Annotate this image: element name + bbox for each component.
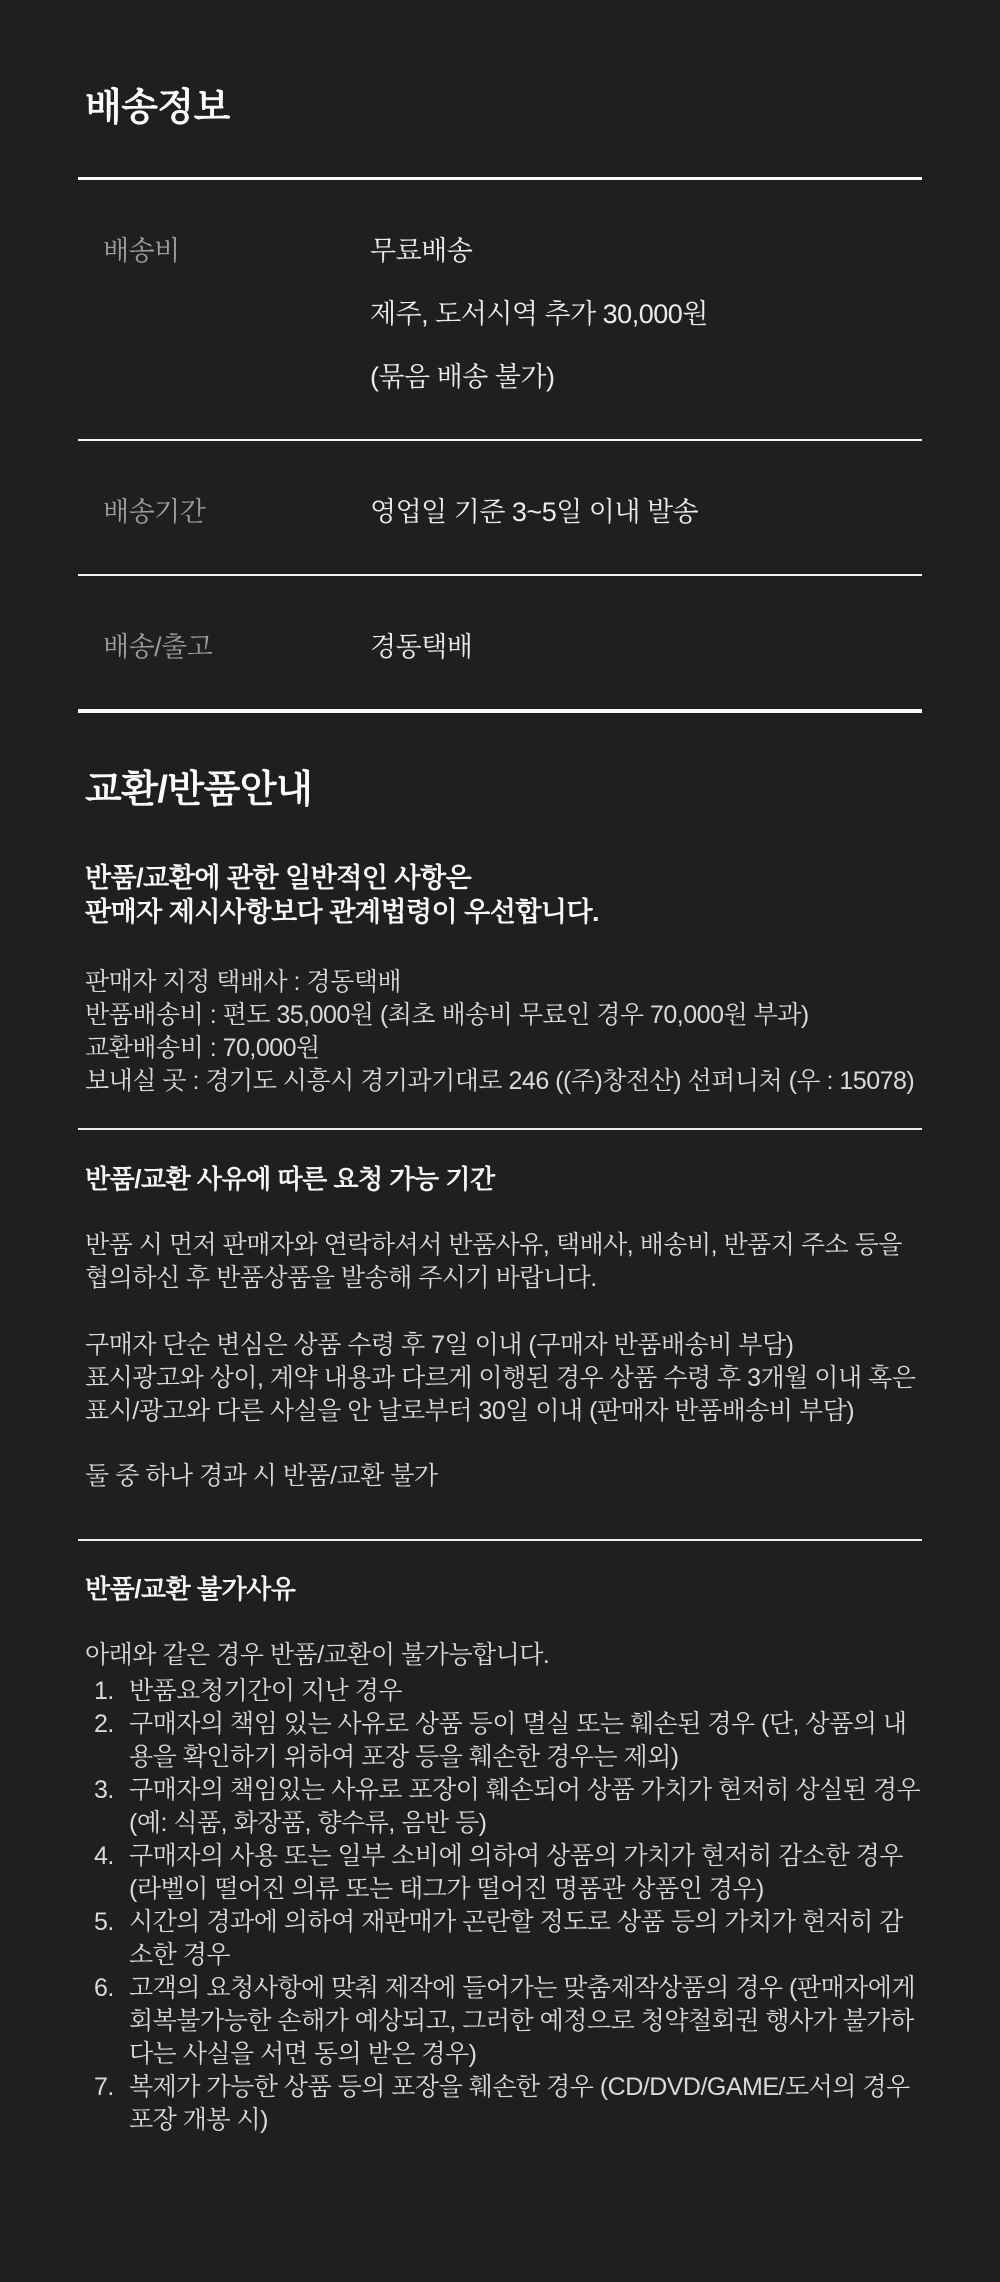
request-period-heading: 반품/교환 사유에 따른 요청 가능 기간 xyxy=(85,1164,495,1194)
not-allowed-list xyxy=(85,1675,922,2137)
divider xyxy=(78,1128,922,1130)
divider xyxy=(78,1539,922,1541)
exchange-return-section xyxy=(78,767,922,2137)
row-value-line: 제주, 도서시역 추가 30,000원 xyxy=(370,299,708,329)
list-item-number: 2. xyxy=(94,1710,114,1738)
table-row-shipping-carrier xyxy=(78,576,922,709)
row-value-line: (묶음 배송 불가) xyxy=(370,362,555,392)
row-value xyxy=(370,616,922,679)
list-item xyxy=(85,1774,922,1840)
request-period-paragraph: 반품 시 먼저 판매자와 연락하셔서 반품사유, 택배사, 배송비, 반품지 주소 등을 협의하신 후 반품상품을 발송해 주시기 바랍니다. xyxy=(85,1231,902,1292)
list-item xyxy=(85,1906,922,1972)
list-item xyxy=(85,1840,922,1906)
table-row-shipping-period xyxy=(78,441,922,574)
list-item-text: 구매자의 사용 또는 일부 소비에 의하여 상품의 가치가 현저히 감소한 경우 (라벨이 떨어진 의류 또는 태그가 떨어진 명품관 상품인 경우) xyxy=(129,1842,903,1903)
list-item-number: 1. xyxy=(94,1677,114,1705)
shipping-info-title: 배송정보 xyxy=(85,87,230,129)
row-label: 배송비 xyxy=(103,236,180,266)
list-item-number: 5. xyxy=(94,1908,114,1936)
list-item xyxy=(85,1675,922,1708)
list-item xyxy=(85,1972,922,2071)
seller-info-line: 교환배송비 : 70,000원 xyxy=(85,1034,320,1062)
request-period-term-line: 구매자 단순 변심은 상품 수령 후 7일 이내 (구매자 반품배송비 부담) xyxy=(85,1331,794,1359)
list-item-number: 4. xyxy=(94,1842,114,1870)
seller-info-line: 반품배송비 : 편도 35,000원 (최초 배송비 무료인 경우 70,000원 부과) xyxy=(85,1001,809,1029)
list-item-text: 구매자의 책임있는 사유로 포장이 훼손되어 상품 가치가 현저히 상실된 경우 (예: 식품, 화장품, 향수류, 음반 등) xyxy=(129,1776,921,1837)
list-item-number: 6. xyxy=(94,1974,114,2002)
seller-info xyxy=(85,966,922,1098)
row-value xyxy=(370,220,922,409)
list-item-number: 3. xyxy=(94,1776,114,1804)
seller-info-line: 보내실 곳 : 경기도 시흥시 경기과기대로 246 ((주)창전산) 선퍼니처 (우 : 15078) xyxy=(85,1067,915,1095)
list-item xyxy=(85,1708,922,1774)
list-item-number: 7. xyxy=(94,2073,114,2101)
row-value xyxy=(370,481,922,544)
list-item-text: 고객의 요청사항에 맞춰 제작에 들어가는 맞춤제작상품의 경우 (판매자에게 회복불가능한 손해가 예상되고, 그러한 예정으로 청약철회권 행사가 불가하다는 사실을 서면 동의 받은 경우) xyxy=(129,1974,916,2068)
general-notice-line: 반품/교환에 관한 일반적인 사항은 xyxy=(85,863,472,893)
list-item-text: 복제가 가능한 상품 등의 포장을 훼손한 경우 (CD/DVD/GAME/도서의 경우 포장 개봉 시) xyxy=(129,2073,910,2134)
request-period-expiry-note: 둘 중 하나 경과 시 반품/교환 불가 xyxy=(85,1462,438,1490)
row-value-line: 무료배송 xyxy=(370,236,473,266)
table-row-shipping-fee xyxy=(78,180,922,439)
seller-info-line: 판매자 지정 택배사 : 경동택배 xyxy=(85,968,402,996)
shipping-info-section xyxy=(78,85,922,713)
list-item-text: 구매자의 책임 있는 사유로 상품 등이 멸실 또는 훼손된 경우 (단, 상품의 내용을 확인하기 위하여 포장 등을 훼손한 경우는 제외) xyxy=(129,1710,907,1771)
not-allowed-intro: 아래와 같은 경우 반품/교환이 불가능합니다. xyxy=(85,1641,550,1669)
list-item xyxy=(85,2071,922,2137)
section-divider xyxy=(78,709,922,713)
request-period-terms xyxy=(85,1329,922,1428)
exchange-return-title: 교환/반품안내 xyxy=(85,769,313,811)
general-notice xyxy=(85,861,922,929)
row-value-line: 경동택배 xyxy=(370,632,473,662)
row-value-line: 영업일 기준 3~5일 이내 발송 xyxy=(370,497,699,527)
request-period-term-line: 표시광고와 상이, 계약 내용과 다르게 이행된 경우 상품 수령 후 3개월 이내 혹은 표시/광고와 다른 사실을 안 날로부터 30일 이내 (판매자 반품배송비 부담) xyxy=(85,1364,916,1425)
row-label: 배송기간 xyxy=(103,497,206,527)
row-label: 배송/출고 xyxy=(103,632,213,662)
general-notice-line: 판매자 제시사항보다 관계법령이 우선합니다. xyxy=(85,897,600,927)
not-allowed-heading: 반품/교환 불가사유 xyxy=(85,1574,296,1604)
list-item-text: 시간의 경과에 의하여 재판매가 곤란할 정도로 상품 등의 가치가 현저히 감소한 경우 xyxy=(129,1908,903,1969)
list-item-text: 반품요청기간이 지난 경우 xyxy=(129,1677,403,1705)
